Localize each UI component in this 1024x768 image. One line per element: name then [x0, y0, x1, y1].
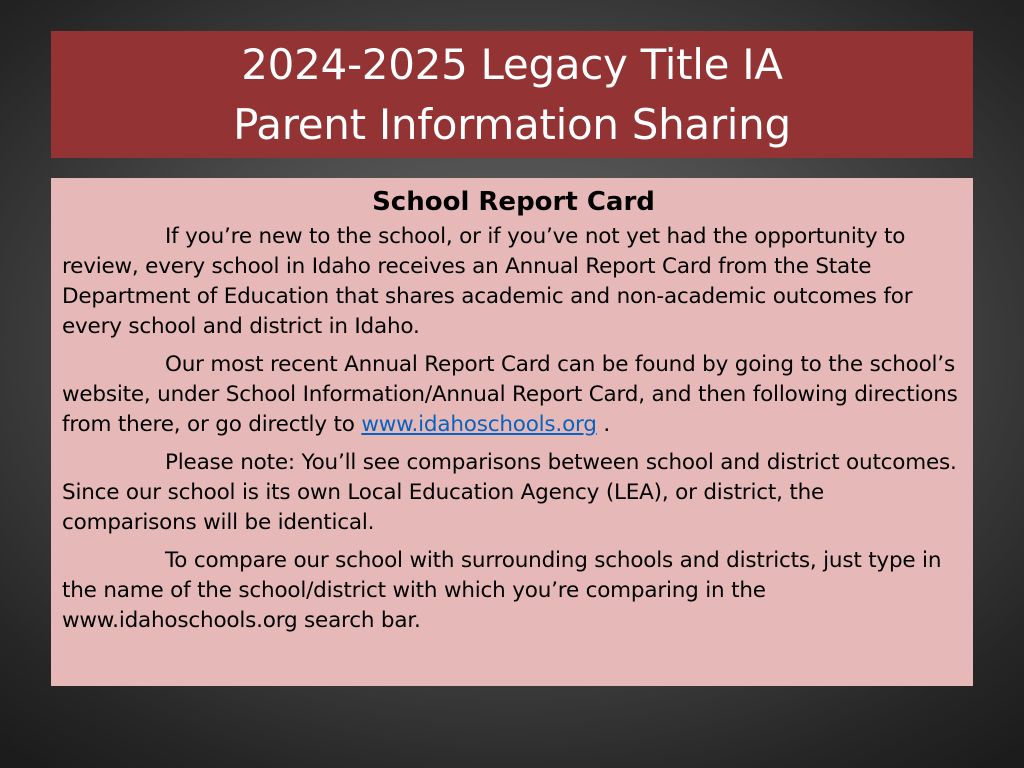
paragraph-intro: If you’re new to the school, or if you’ve not yet had the opportunity to review, every school in Idaho receives an Annual Report Card from the State Department of Education that shares academic and non-academic outcomes for every school and district in Idaho. [62, 224, 913, 339]
paragraph-period: . [603, 412, 611, 437]
paragraph-compare: To compare our school with surrounding schools and districts, just type in the name of the school/district with which you’re comparing in the www.idahoschools.org search bar. [62, 548, 942, 633]
content-box [51, 178, 973, 686]
slide-title-line-1: 2024-2025 Legacy Title IA [241, 39, 783, 89]
paragraph-please-note: Please note: You’ll see comparisons between school and district outcomes. Since our school is its own Local Education Agency (LEA), or district, the comparisons will be identical. [62, 450, 957, 535]
slide-title-bar [51, 31, 973, 158]
slide-title-line-2: Parent Information Sharing [233, 99, 791, 149]
paragraph-report-card-location [62, 350, 965, 440]
idahoschools-link[interactable]: www.idahoschools.org [361, 412, 597, 437]
paragraph-report-card-text: Our most recent Annual Report Card can be found by going to the school’s website, under School Information/Annual Report Card, and then following directions from there, or go directly to [62, 352, 958, 437]
section-heading: School Report Card [372, 187, 655, 217]
